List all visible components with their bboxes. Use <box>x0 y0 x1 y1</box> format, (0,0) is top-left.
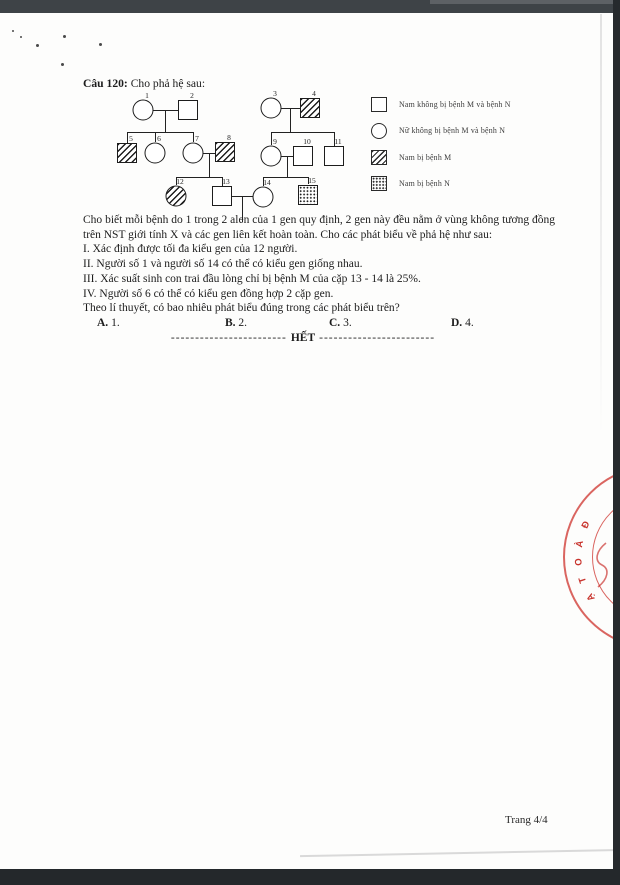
question-title: Cho phả hệ sau: <box>130 77 206 90</box>
pedigree-individual-number: 9 <box>273 137 277 146</box>
choice-label: C. <box>329 316 341 329</box>
pedigree-individual-number: 14 <box>263 178 271 187</box>
statement-line: III. Xác suất sinh con trai đầu lòng chỉ bị bệnh M của cặp 13 - 14 là 25%. <box>83 272 421 285</box>
scan-border-bottom <box>0 869 620 885</box>
pedigree-individual-8 <box>215 142 235 162</box>
question-prompt: Theo lí thuyết, có bao nhiêu phát biểu đúng trong các phát biểu trên? <box>83 302 400 315</box>
pedigree-individual-11 <box>324 146 344 166</box>
end-word: HẾT <box>290 331 316 344</box>
pedigree-individual-number: 1 <box>145 91 149 100</box>
statement-line: I. Xác định được tối đa kiểu gen của 12 người. <box>83 243 298 256</box>
legend-symbol-circle <box>371 123 387 139</box>
end-dashes-left: ------------------------ <box>170 331 287 344</box>
pedigree-individual-number: 2 <box>190 91 194 100</box>
pedigree-individual-number: 15 <box>308 176 316 185</box>
pedigree-line <box>127 132 128 143</box>
pedigree-individual-13 <box>212 186 232 206</box>
pedigree-line <box>155 132 156 142</box>
choice-C: C. 3. <box>329 316 352 329</box>
pedigree-individual-number: 6 <box>157 134 161 143</box>
document-page <box>0 13 613 869</box>
question-intro: Cho biết mỗi bệnh do 1 trong 2 alen của 1 gen quy định, 2 gen này đều nằm ở vùng không tương đồng trên NST giới tính X và các gen liên kết hoàn toàn. Cho các phát biểu về phả hệ như sau: <box>83 214 555 241</box>
legend-label: Nam bị bệnh M <box>399 152 452 162</box>
choice-label: A. <box>97 316 109 329</box>
pedigree-individual-number: 8 <box>227 133 231 142</box>
pedigree-individual-number: 10 <box>303 137 311 146</box>
legend-item <box>371 123 551 139</box>
pedigree-line <box>165 110 166 132</box>
legend-item <box>371 149 551 165</box>
pedigree-individual-12 <box>166 186 187 207</box>
stamp-letter: Ạ <box>584 591 598 603</box>
pedigree-line <box>287 156 288 177</box>
pedigree-individual-1 <box>133 100 154 121</box>
pedigree-individual-14 <box>253 187 274 208</box>
pedigree-individual-number: 4 <box>312 89 316 98</box>
statement-line: IV. Người số 6 có thể có kiểu gen đồng hợp 2 cặp gen. <box>83 287 334 300</box>
question-number: Câu 120: <box>83 77 128 90</box>
statement-line: II. Người số 1 và người số 14 có thể có kiểu gen giống nhau. <box>83 258 363 271</box>
pedigree-individual-4 <box>300 98 320 118</box>
legend-item <box>371 96 551 112</box>
pedigree-line <box>271 132 334 133</box>
pedigree-individual-number: 12 <box>176 177 184 186</box>
legend-symbol-dots <box>371 176 387 191</box>
statement-list <box>83 242 555 301</box>
choice-label: B. <box>225 316 236 329</box>
pedigree-line <box>271 132 272 145</box>
pedigree-individual-number: 13 <box>222 177 230 186</box>
choice-D: D. 4. <box>451 316 474 329</box>
legend-label: Nam bị bệnh N <box>399 179 451 188</box>
pedigree-individual-15 <box>298 185 318 205</box>
stamp-letter: O <box>573 557 585 567</box>
pedigree-individual-9 <box>261 146 282 167</box>
legend-symbol-square <box>371 97 387 112</box>
choice-A: A. 1. <box>97 316 120 329</box>
stamp-letter: À <box>573 539 587 549</box>
answer-choices <box>83 316 555 331</box>
pedigree-individual-10 <box>293 146 313 166</box>
pedigree-individual-5 <box>117 143 137 163</box>
stamp-inner-circle <box>592 494 613 620</box>
scan-border-right <box>613 0 620 885</box>
pedigree-individual-number: 5 <box>129 134 133 143</box>
pedigree-individual-number: 3 <box>273 89 277 98</box>
question-body <box>83 213 555 346</box>
page-edge-line <box>600 14 602 434</box>
pedigree-individual-number: 7 <box>195 134 199 143</box>
pedigree-individual-number: 11 <box>334 137 342 146</box>
pedigree-legend <box>371 96 551 202</box>
stamp-signature-squiggle <box>592 541 613 591</box>
page-edge-line <box>300 849 613 857</box>
legend-item <box>371 176 551 192</box>
pedigree-line <box>290 108 291 132</box>
end-of-exam-line <box>83 331 523 346</box>
choice-label: D. <box>451 316 463 329</box>
pedigree-line <box>209 153 210 177</box>
pedigree-individual-3 <box>261 98 282 119</box>
pedigree-individual-2 <box>178 100 198 120</box>
legend-label: Nữ không bị bệnh M và bệnh N <box>399 126 506 135</box>
stamp-letter: T <box>576 575 590 585</box>
choice-B: B. 2. <box>225 316 248 329</box>
stamp-outer-circle <box>563 465 613 649</box>
pedigree-line <box>193 132 194 142</box>
page-number: Trang 4/4 <box>505 814 548 826</box>
stamp-letter: Đ <box>579 519 593 531</box>
pedigree-individual-6 <box>145 143 166 164</box>
legend-label: Nam không bị bệnh M và bệnh N <box>399 99 511 109</box>
end-dashes-right: ------------------------ <box>319 331 436 344</box>
pedigree-individual-7 <box>183 143 204 164</box>
legend-symbol-hatch <box>371 150 387 165</box>
scan-border-top-highlight <box>430 0 620 4</box>
